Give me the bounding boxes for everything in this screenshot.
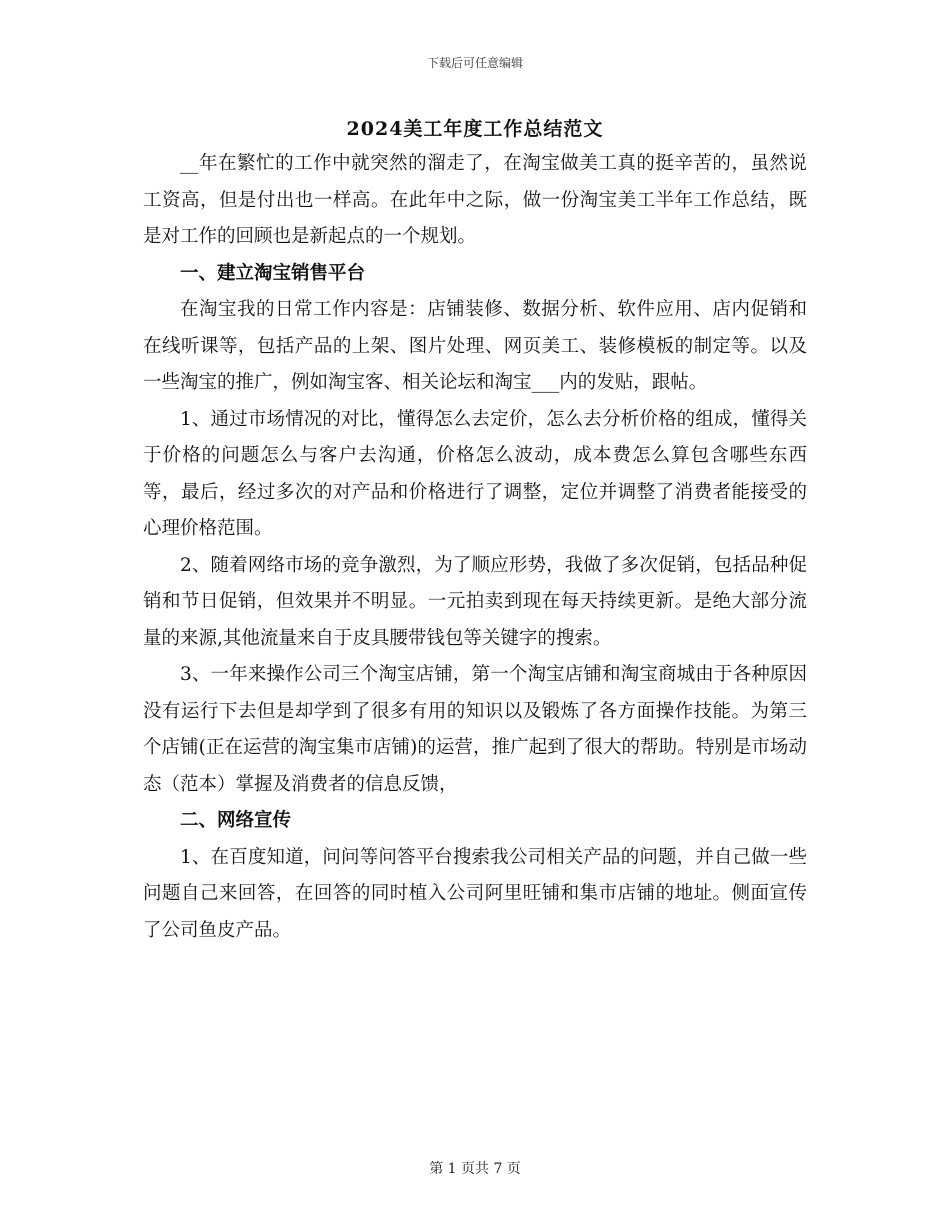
paragraph-1: 在淘宝我的日常工作内容是：店铺装修、数据分析、软件应用、店内促销和在线听课等，包括产品的上架、图片处理、网页美工、装修模板的制定等。以及一些淘宝的推广，例如淘宝客、相关论坛和淘宝___内的发贴，跟帖。 bbox=[143, 299, 807, 393]
page-footer: 第 1 页共 7 页 bbox=[429, 1161, 521, 1177]
document-title: 2024美工年度工作总结范文 bbox=[346, 118, 604, 140]
paragraph-3: 2、随着网络市场的竞争激烈，为了顺应形势，我做了多次促销，包括品种促销和节日促销，但效果并不明显。一元拍卖到现在每天持续更新。是绝大部分流量的来源,其他流量来自于皮具腰带钱包等关键字的搜索。 bbox=[143, 554, 807, 649]
intro-paragraph: __年在繁忙的工作中就突然的溜走了，在淘宝做美工真的挺辛苦的，虽然说工资高，但是付出也一样高。在此年中之际，做一份淘宝美工半年工作总结，既是对工作的回顾也是新起点的一个规划。 bbox=[143, 153, 807, 247]
section-heading-1: 一、建立淘宝销售平台 bbox=[180, 262, 366, 284]
document-body bbox=[143, 146, 807, 949]
paragraph-5: 1、在百度知道，问问等问答平台搜索我公司相关产品的问题，并自己做一些问题自己来回答，在回答的同时植入公司阿里旺铺和集市店铺的地址。侧面宣传了公司鱼皮产品。 bbox=[143, 846, 807, 941]
page-header: 下载后可任意编辑 bbox=[426, 56, 523, 70]
section-heading-2: 二、网络宣传 bbox=[180, 810, 292, 831]
paragraph-4: 3、一年来操作公司三个淘宝店铺，第一个淘宝店铺和淘宝商城由于各种原因没有运行下去但是却学到了很多有用的知识以及锻炼了各方面操作技能。为第三个店铺(正在运营的淘宝集市店铺)的运营，推广起到了很大的帮助。特别是市场动态（范本）掌握及消费者的信息反馈， bbox=[143, 664, 807, 795]
paragraph-2: 1、通过市场情况的对比，懂得怎么去定价，怎么去分析价格的组成，懂得关于价格的问题怎么与客户去沟通，价格怎么波动，成本费怎么算包含哪些东西等，最后，经过多次的对产品和价格进行了调整，定位并调整了消费者能接受的心理价格范围。 bbox=[143, 408, 807, 539]
